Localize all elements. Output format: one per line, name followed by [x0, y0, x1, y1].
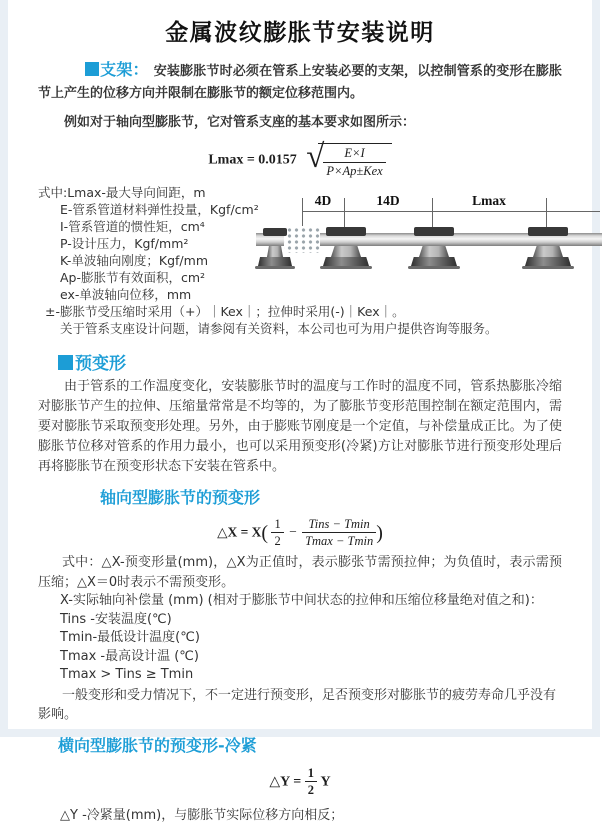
axial-symbol-row: Tmin-最低设计温度(℃)	[60, 630, 200, 645]
fraction-denominator: 2	[305, 781, 317, 798]
definition-row: 式中:Lmax-最大导向间距，m	[38, 184, 206, 200]
support-neck	[267, 246, 283, 257]
lateral-formula-description: △Y -冷紧量(mm)，与膨胀节实际位移方向相反；	[60, 808, 344, 823]
definition-row: I-管系管道的惯性矩，cm⁴	[60, 218, 205, 234]
fraction-numerator: E×I	[344, 146, 365, 160]
dimension-tick	[546, 198, 547, 229]
fraction-denominator: Tmax − Tmin	[302, 532, 376, 549]
guide-support-icon	[411, 227, 457, 273]
radical-sign-icon: √	[306, 139, 325, 175]
fraction-one-half	[305, 766, 317, 799]
definition-row: K-单波轴向刚度；Kgf/mm	[60, 252, 208, 268]
fraction	[323, 146, 385, 179]
support-plate	[522, 266, 574, 269]
definition-row: 关于管系支座设计问题，请参阅有关资料，本公司也可为用户提供咨询等服务。	[60, 320, 498, 336]
support-plate	[408, 266, 460, 269]
axial-note: 一般变形和受力情况下，不一定进行预变形，足否预变形对膨胀节的疲劳寿命几乎没有影响。	[38, 687, 557, 722]
support-example-line: 例如对于轴向型膨胀节，它对管系支座的基本要求如图所示：	[64, 115, 416, 130]
support-base	[525, 257, 571, 266]
pipe-support-diagram	[256, 193, 602, 285]
fraction-numerator: 1	[274, 516, 281, 531]
radicand	[318, 143, 391, 179]
fraction-numerator: Tins − Tmin	[308, 516, 370, 531]
section-bullet-square-icon	[58, 355, 73, 370]
axial-symbol-row: Tmax > Tins ≥ Tmin	[60, 667, 194, 682]
axial-symbol-row: Tmax -最高设计温 (℃)	[60, 648, 199, 664]
fraction-numerator: 1	[307, 765, 314, 780]
support-neck	[331, 246, 361, 257]
support-section-label: 支架：	[100, 60, 149, 79]
support-base	[258, 257, 292, 266]
support-base	[323, 257, 369, 266]
formula-rhs: Y	[320, 773, 331, 789]
support-cap	[528, 227, 568, 236]
preform-heading-text: 预变形	[75, 353, 126, 374]
fraction-denominator: 2	[271, 532, 283, 549]
guide-support-icon	[525, 227, 571, 273]
axial-symbol-row: X-实际轴向补偿量 (mm) (相对于膨胀节中间状态的拉伸和压缩位移量绝对值之和)：	[60, 593, 543, 608]
open-paren: (	[261, 521, 269, 544]
support-base	[411, 257, 457, 266]
fraction-one-half	[271, 517, 283, 550]
dimension-label-14d: 14D	[376, 193, 400, 208]
axial-preform-formula	[38, 517, 562, 550]
support-cap	[326, 227, 366, 236]
support-plate	[255, 266, 295, 269]
square-root	[306, 139, 391, 179]
axial-preform-heading: 轴向型膨胀节的预变形	[100, 487, 261, 507]
support-neck	[533, 246, 563, 257]
fraction-denominator: P×Ap±Kex	[323, 162, 385, 179]
lateral-preform-formula	[38, 766, 562, 799]
definition-row: Ap-膨胀节有效面积，cm²	[60, 269, 206, 285]
support-section-lead	[38, 59, 562, 105]
anchor-support-icon	[252, 227, 298, 273]
dimension-label-4d: 4D	[314, 193, 332, 208]
guide-support-icon	[323, 227, 369, 273]
page-title: 金属波纹膨胀节安装说明	[165, 20, 435, 46]
support-cap	[263, 228, 287, 236]
preform-paragraph: 由于管系的工作温度变化，安装膨胀节时的温度与工作时的温度不同，管系热膨胀冷缩对膨胀节产生的拉伸、压缩量常常是不均等的，为了膨胀节变形范围控制在额定范围内，需要对膨胀节采取预变形处理。另外，由于膨账节刚度是一个定值，与补偿量成正比。为了使膨胀节位移对管系的作用力最小，也可以采用预变形(冷紧)方让对膨胀节进行预变形处理后再将膨胀节在预变形状态下安装在管系中。	[38, 378, 562, 474]
close-paren: )	[376, 521, 383, 544]
formula-lhs: △X = X	[217, 523, 262, 539]
support-cap	[414, 227, 454, 236]
axial-symbol-row: Tins -安装温度(℃)	[60, 611, 172, 627]
formula-lhs: △Y =	[269, 773, 302, 789]
support-plate	[320, 266, 372, 269]
lmax-guide-spacing-formula	[38, 139, 562, 179]
section-bullet-square-icon	[85, 62, 99, 76]
definition-row: P-设计压力，Kgf/mm²	[60, 235, 189, 251]
axial-formula-description: 式中：△X-预变形量(mm)，△X为正值时，表示膨张节需预拉伸；为负值时，表示需预压缩；△X＝0时表示不需预变形。	[38, 555, 562, 590]
dimension-label-lmax: Lmax	[472, 193, 506, 208]
definition-row: ex-单波轴向位移，mm	[60, 286, 192, 302]
lateral-preform-heading: 横向型膨胀节的预变形-冷紧	[58, 735, 257, 755]
dimension-line	[302, 211, 600, 212]
support-neck	[419, 246, 449, 257]
minus-sign: −	[289, 523, 297, 539]
definition-row: ±-膨胀节受压缩时采用（+）｜Kex｜；拉伸时采用(-)｜Kex｜。	[45, 303, 405, 319]
formula-lhs: Lmax = 0.0157	[208, 152, 297, 168]
definition-row: E-管系管道材料弹性投量，Kgf/cm²	[60, 201, 259, 217]
support-lead-text: 安装膨胀节时必须在管系上安装必要的支架，以控制管系的变形在膨胀节上产生的位移方向并限制在膨胀节的额定位移范围内。	[38, 64, 562, 101]
temperature-fraction	[302, 517, 376, 550]
preform-section-heading	[58, 349, 562, 374]
